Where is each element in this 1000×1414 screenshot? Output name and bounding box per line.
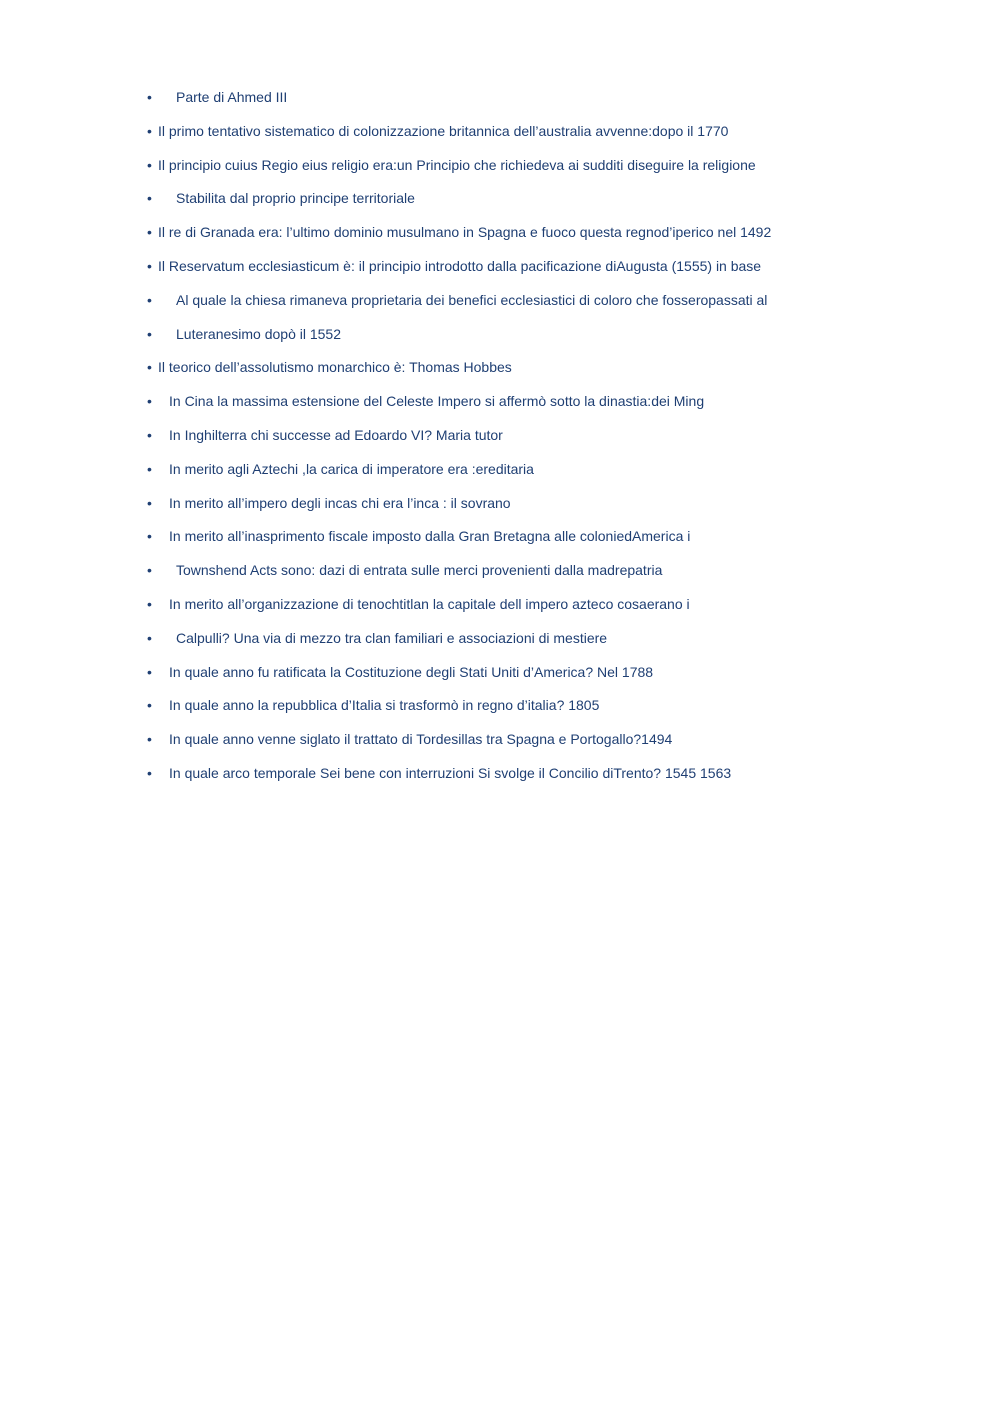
- list-item-text: Il primo tentativo sistematico di colonizzazione britannica dell’australia avvenne:dopo il 1770: [158, 122, 729, 139]
- list-item-text: Il re di Granada era: l’ultimo dominio musulmano in Spagna e fuoco questa regnod’iperico nel 1492: [158, 224, 772, 241]
- list-item: [145, 86, 965, 120]
- list-item-text: Luteranesimo dopò il 1552: [176, 325, 342, 342]
- list-item: [145, 627, 965, 661]
- list-item: [145, 424, 965, 458]
- list-item: [145, 390, 965, 424]
- bullet-icon: •: [147, 190, 152, 207]
- list-item: [145, 694, 965, 728]
- list-item: [145, 323, 965, 357]
- bullet-icon: •: [147, 122, 152, 139]
- list-item: [145, 221, 965, 255]
- bullet-icon: •: [147, 393, 152, 410]
- bullet-icon: •: [147, 89, 152, 105]
- list-item: [145, 289, 965, 323]
- bullet-icon: •: [147, 562, 152, 579]
- list-item-text: In merito agli Aztechi ,la carica di imperatore era :ereditaria: [169, 460, 534, 477]
- list-item-text: Al quale la chiesa rimaneva proprietaria dei benefici ecclesiastici di coloro che fosseropassati al: [176, 291, 768, 308]
- list-item-text: In quale anno venne siglato il trattato di Tordesillas tra Spagna e Portogallo?1494: [169, 731, 673, 748]
- list-item-text: In merito all’inasprimento fiscale imposto dalla Gran Bretagna alle coloniedAmerica i: [169, 528, 691, 545]
- bullet-icon: •: [147, 731, 152, 748]
- list-item: [145, 356, 965, 390]
- list-item-text: In quale anno fu ratificata la Costituzione degli Stati Uniti d’America? Nel 1788: [169, 663, 654, 680]
- list-item: [145, 593, 965, 627]
- bullet-icon: •: [147, 764, 152, 781]
- list-item-text: Parte di Ahmed III: [176, 89, 288, 105]
- bullet-icon: •: [147, 663, 152, 680]
- list-item-text: Townshend Acts sono: dazi di entrata sulle merci provenienti dalla madrepatria: [176, 562, 663, 579]
- bullet-icon: •: [147, 629, 152, 646]
- list-item: [145, 187, 965, 221]
- list-item: [145, 458, 965, 492]
- bullet-icon: •: [147, 528, 152, 545]
- list-item: [145, 120, 965, 154]
- list-item: [145, 559, 965, 593]
- list-item-text: In quale anno la repubblica d’Italia si trasformò in regno d’italia? 1805: [169, 697, 600, 714]
- list-item-text: Stabilita dal proprio principe territoriale: [176, 190, 415, 207]
- bullet-icon: •: [147, 595, 152, 612]
- list-item-text: Il principio cuius Regio eius religio era:un Principio che richiedeva ai sudditi diseguire la religione: [158, 156, 756, 173]
- bullet-icon: •: [147, 460, 152, 477]
- list-item-text: In quale arco temporale Sei bene con interruzioni Si svolge il Concilio diTrento? 1545 1563: [169, 764, 732, 781]
- list-item-text: In Inghilterra chi successe ad Edoardo VI? Maria tutor: [169, 426, 503, 443]
- list-item-text: Il Reservatum ecclesiasticum è: il principio introdotto dalla pacificazione diAugusta (1555) in base: [158, 257, 762, 274]
- list-item: [145, 728, 965, 762]
- list-item-text: In merito all’organizzazione di tenochtitlan la capitale dell impero azteco cosaerano i: [169, 595, 690, 612]
- list-item: [145, 492, 965, 526]
- list-item-text: Calpulli? Una via di mezzo tra clan familiari e associazioni di mestiere: [176, 629, 608, 646]
- list-item: [145, 762, 965, 796]
- list-item: [145, 255, 965, 289]
- bullet-list: [145, 86, 965, 796]
- bullet-icon: •: [147, 291, 152, 308]
- list-item-text: In merito all’impero degli incas chi era l’inca : il sovrano: [169, 494, 511, 511]
- bullet-icon: •: [147, 494, 152, 511]
- bullet-icon: •: [147, 697, 152, 714]
- list-item-text: In Cina la massima estensione del Celeste Impero si affermò sotto la dinastia:dei Ming: [169, 393, 705, 410]
- bullet-icon: •: [147, 325, 152, 342]
- bullet-icon: •: [147, 426, 152, 443]
- bullet-icon: •: [147, 359, 152, 376]
- list-item: [145, 661, 965, 695]
- list-item: [145, 154, 965, 188]
- list-item: [145, 525, 965, 559]
- bullet-icon: •: [147, 156, 152, 173]
- bullet-icon: •: [147, 224, 152, 241]
- list-item-text: Il teorico dell’assolutismo monarchico è: Thomas Hobbes: [158, 359, 512, 376]
- bullet-icon: •: [147, 257, 152, 274]
